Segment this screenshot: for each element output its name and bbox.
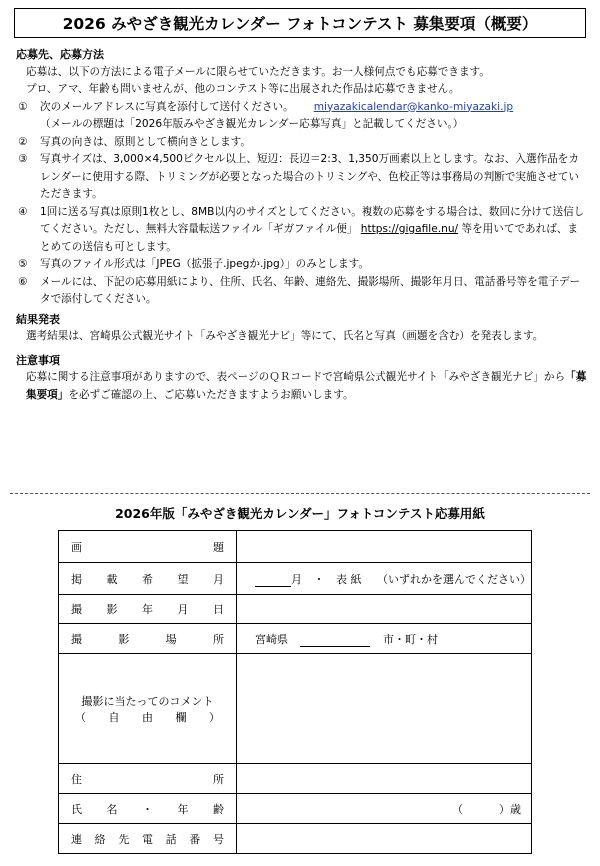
month-suffix: 月 — [291, 572, 302, 586]
form-row-title — [59, 531, 532, 563]
month-hint: （いずれかを選んでください） — [377, 572, 531, 586]
item-number: ① — [18, 100, 28, 113]
notes-text-part: を必ずご確認の上、ご応募いただきますようお願いします。 — [68, 388, 354, 401]
result-heading: 結果発表 — [16, 312, 60, 326]
list-item-2 — [16, 134, 588, 152]
age-open: （ — [452, 802, 463, 816]
label-name-age: 氏 名 ・ 年 齢 — [59, 794, 237, 824]
email-link[interactable]: miyazakicalendar@kanko-miyazaki.jp — [313, 100, 514, 113]
form-row-date — [59, 595, 532, 624]
comment-textarea[interactable] — [237, 654, 532, 764]
form-title: 2026年版「みやざき観光カレンダー」フォトコンテスト応募用紙 — [115, 506, 485, 521]
notes-text-part: 応募に関する注意事項がありますので、表ページのＱＲコードで宮崎県公式観光サイト「みやざき観光ナビ」から — [26, 371, 566, 383]
dashed-divider — [10, 493, 590, 494]
separator: ・ — [313, 572, 325, 586]
apply-heading: 応募先、応募方法 — [16, 48, 104, 61]
label-month: 掲 載 希 望 月 — [59, 563, 237, 595]
form-row-month — [59, 563, 532, 595]
notes-text — [16, 369, 588, 404]
place-field[interactable] — [237, 624, 532, 654]
item-text: 写真サイズは、3,000×4,500ピクセル以上、短辺：長辺＝2:3、1,350万画素以上とします。なお、入選作品をカレンダーに使用する際、トリミングが必要となった場合のトリミングや、色校正等は事務局の判断で実施させていただきます。 — [40, 153, 579, 200]
guidelines-section — [16, 44, 588, 404]
label-place: 撮 影 場 所 — [59, 624, 237, 654]
label-comment: 撮影に当たってのコメント （ 自 由 欄 ） — [59, 654, 237, 764]
label-title: 画 題 — [59, 531, 237, 563]
item-text: 1回に送る写真は原則1枚とし、8MB以内のサイズとしてください。複数の応募をする場合は、数回に分けて送信してください。ただし、無料大容量転送ファイル「ギガファイル便」 — [40, 205, 585, 235]
form-row-place — [59, 624, 532, 654]
notes-emphasis: 「募集要項」 — [26, 371, 587, 401]
city-blank[interactable] — [300, 633, 370, 647]
list-item-4 — [16, 204, 588, 257]
result-text: 選考結果は、宮崎県公式観光サイト「みやざき観光ナビ」等にて、氏名と写真（画題を含む）を発表します。 — [26, 330, 544, 342]
date-input[interactable] — [237, 595, 532, 624]
age-suffix: ）歳 — [499, 802, 521, 816]
application-form — [58, 530, 532, 854]
city-suffix: 市・町・村 — [383, 632, 438, 646]
list-item-3 — [16, 151, 588, 204]
title-input[interactable] — [237, 531, 532, 563]
label-date: 撮 影 年 月 日 — [59, 595, 237, 624]
notes-heading: 注意事項 — [16, 353, 60, 367]
list-item-6 — [16, 274, 588, 309]
item-text: 写真の向きは、原則として横向きとします。 — [40, 135, 252, 148]
form-row-name-age — [59, 794, 532, 824]
apply-paragraph-2: プロ、アマ、年齢も問いませんが、他のコンテスト等に出展された作品は応募できません。 — [26, 83, 460, 95]
month-blank[interactable] — [255, 573, 291, 587]
name-age-field[interactable] — [237, 794, 532, 824]
list-item-1 — [16, 99, 588, 117]
label-address: 住 所 — [59, 764, 237, 794]
form-row-address — [59, 764, 532, 794]
item-number: ④ — [18, 205, 28, 218]
item-number: ⑥ — [18, 275, 28, 288]
form-row-comment — [59, 654, 532, 764]
list-item-5 — [16, 256, 588, 274]
item-number: ③ — [18, 153, 28, 165]
address-input[interactable] — [237, 764, 532, 794]
prefecture-label: 宮崎県 — [255, 632, 288, 646]
item-number: ⑤ — [18, 258, 28, 270]
month-choice-field[interactable] — [237, 563, 532, 595]
email-subject-note: （メールの標題は「2026年版みやざき観光カレンダー応募写真」と記載してください。） — [40, 118, 464, 130]
phone-input[interactable] — [237, 824, 532, 854]
page-title: 2026 みやざき観光カレンダー フォトコンテスト 募集要項（概要） — [14, 8, 586, 38]
item-number: ② — [18, 135, 28, 148]
item-text: 写真のファイル形式は「JPEG（拡張子.jpegか.jpg）」のみとします。 — [40, 258, 369, 270]
cover-option: 表 紙 — [336, 572, 362, 586]
item-text: メールには、下記の応募用紙により、住所、氏名、年齢、連絡先、撮影場所、撮影年月日、電話番号等を電子データで添付してください。 — [40, 275, 581, 305]
apply-paragraph-1: 応募は、以下の方法による電子メールに限らせていただきます。お一人様何点でも応募できます。 — [26, 65, 490, 78]
item-text: 次のメールアドレスに写真を添付して送付ください。 — [40, 100, 294, 113]
gigafile-link[interactable]: https://gigafile.nu/ — [360, 223, 459, 235]
item-text: 等を用いてであれば、まとめての送信も可とします。 — [40, 223, 579, 253]
label-phone: 連 絡 先 電 話 番 号 — [59, 824, 237, 854]
form-row-phone — [59, 824, 532, 854]
